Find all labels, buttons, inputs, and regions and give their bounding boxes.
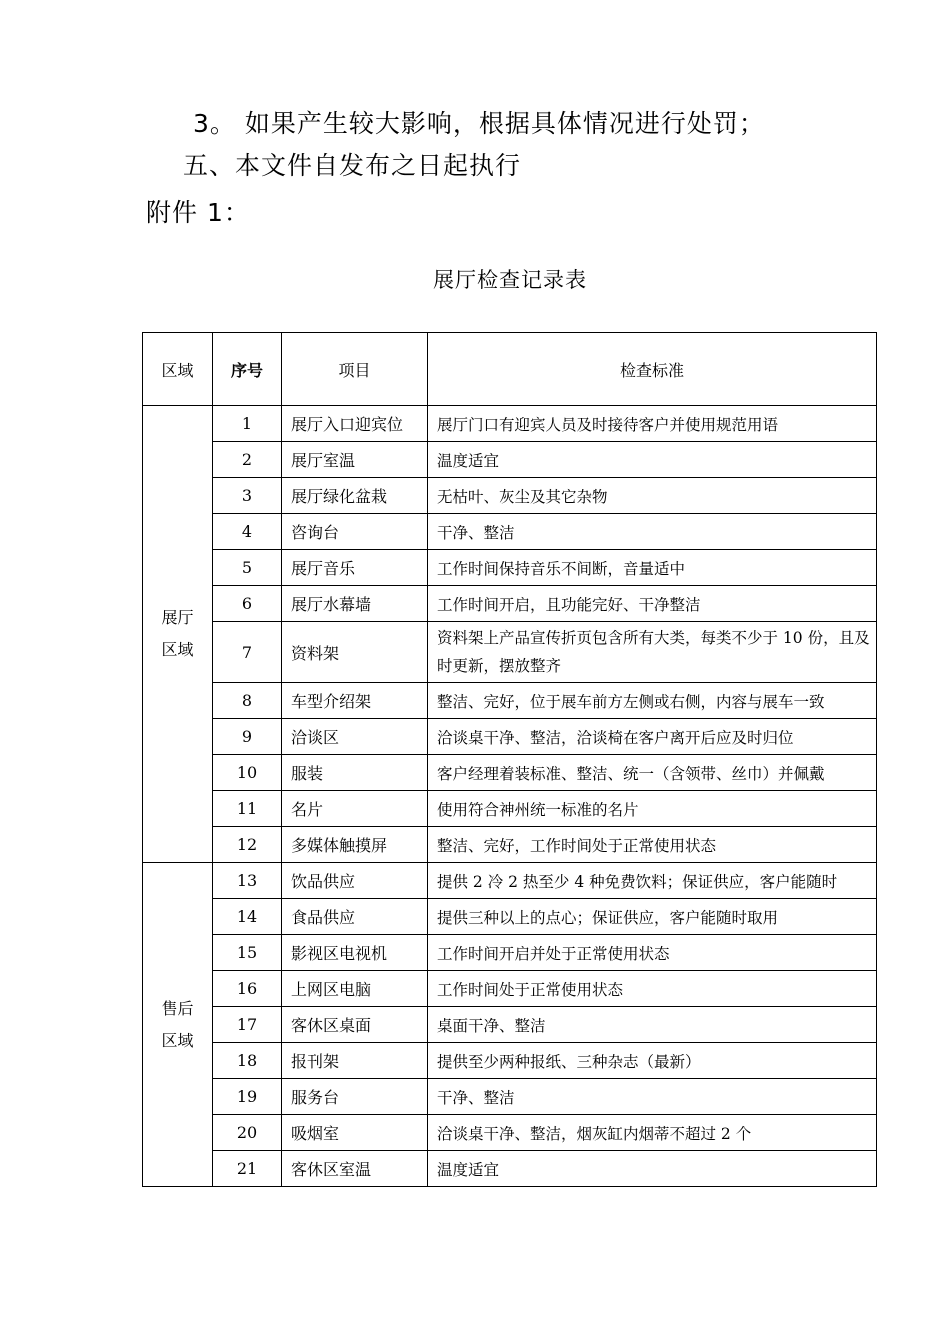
item-cell: 名片 <box>282 791 428 827</box>
table-row <box>143 1043 877 1079</box>
table-row <box>143 971 877 1007</box>
item-cell: 吸烟室 <box>282 1115 428 1151</box>
item-cell: 客休区桌面 <box>282 1007 428 1043</box>
standard-cell: 洽谈桌干净、整洁，洽谈椅在客户离开后应及时归位 <box>428 719 877 755</box>
seq-cell: 2 <box>213 442 282 478</box>
table-row <box>143 514 877 550</box>
item-cell: 展厅水幕墙 <box>282 586 428 622</box>
header-seq: 序号 <box>213 333 282 406</box>
seq-cell: 19 <box>213 1079 282 1115</box>
table-row <box>143 550 877 586</box>
table-row <box>143 586 877 622</box>
standard-cell: 洽谈桌干净、整洁，烟灰缸内烟蒂不超过 2 个 <box>428 1115 877 1151</box>
inspection-table <box>142 332 877 1187</box>
header-standard: 检查标准 <box>428 333 877 406</box>
standard-cell: 提供至少两种报纸、三种杂志（最新） <box>428 1043 877 1079</box>
seq-cell: 13 <box>213 863 282 899</box>
standard-cell: 桌面干净、整洁 <box>428 1007 877 1043</box>
header-item: 项目 <box>282 333 428 406</box>
standard-cell: 工作时间保持音乐不间断，音量适中 <box>428 550 877 586</box>
standard-cell: 工作时间开启，且功能完好、干净整洁 <box>428 586 877 622</box>
area-showroom <box>143 406 213 863</box>
standard-cell: 提供 2 冷 2 热至少 4 种免费饮料；保证供应，客户能随时 <box>428 863 877 899</box>
item-cell: 食品供应 <box>282 899 428 935</box>
item-cell: 展厅入口迎宾位 <box>282 406 428 442</box>
item-cell: 咨询台 <box>282 514 428 550</box>
item-cell: 展厅绿化盆栽 <box>282 478 428 514</box>
seq-cell: 3 <box>213 478 282 514</box>
table-row <box>143 1151 877 1187</box>
standard-cell: 工作时间处于正常使用状态 <box>428 971 877 1007</box>
seq-cell: 6 <box>213 586 282 622</box>
seq-cell: 12 <box>213 827 282 863</box>
standard-cell: 客户经理着装标准、整洁、统一（含领带、丝巾）并佩戴 <box>428 755 877 791</box>
seq-cell: 9 <box>213 719 282 755</box>
table-row <box>143 791 877 827</box>
seq-cell: 11 <box>213 791 282 827</box>
item-cell: 洽谈区 <box>282 719 428 755</box>
standard-cell: 资料架上产品宣传折页包含所有大类，每类不少于 10 份，且及时更新，摆放整齐 <box>428 622 877 683</box>
item-cell: 报刊架 <box>282 1043 428 1079</box>
standard-cell: 干净、整洁 <box>428 1079 877 1115</box>
seq-cell: 7 <box>213 622 282 683</box>
table-row <box>143 827 877 863</box>
seq-cell: 8 <box>213 683 282 719</box>
seq-cell: 4 <box>213 514 282 550</box>
standard-cell: 使用符合神州统一标准的名片 <box>428 791 877 827</box>
item-cell: 展厅音乐 <box>282 550 428 586</box>
seq-cell: 18 <box>213 1043 282 1079</box>
table-row <box>143 1007 877 1043</box>
standard-cell: 整洁、完好，位于展车前方左侧或右侧，内容与展车一致 <box>428 683 877 719</box>
attachment-label: 附件 1： <box>146 198 250 227</box>
table-row <box>143 899 877 935</box>
item-cell: 展厅室温 <box>282 442 428 478</box>
header-area: 区域 <box>143 333 213 406</box>
standard-cell: 温度适宜 <box>428 1151 877 1187</box>
seq-cell: 14 <box>213 899 282 935</box>
item-cell: 车型介绍架 <box>282 683 428 719</box>
table-row <box>143 1079 877 1115</box>
seq-cell: 10 <box>213 755 282 791</box>
standard-cell: 温度适宜 <box>428 442 877 478</box>
item-cell: 客休区室温 <box>282 1151 428 1187</box>
seq-cell: 21 <box>213 1151 282 1187</box>
table-row <box>143 683 877 719</box>
standard-cell: 整洁、完好，工作时间处于正常使用状态 <box>428 827 877 863</box>
seq-cell: 5 <box>213 550 282 586</box>
standard-cell: 提供三种以上的点心；保证供应，客户能随时取用 <box>428 899 877 935</box>
seq-cell: 20 <box>213 1115 282 1151</box>
punishment-clause: 3。 如果产生较大影响，根据具体情况进行处罚； <box>193 109 765 138</box>
table-row <box>143 406 877 442</box>
table-row <box>143 622 877 683</box>
standard-cell: 工作时间开启并处于正常使用状态 <box>428 935 877 971</box>
table-row <box>143 442 877 478</box>
item-cell: 影视区电视机 <box>282 935 428 971</box>
area-aftersales <box>143 863 213 1187</box>
table-row <box>143 863 877 899</box>
seq-cell: 16 <box>213 971 282 1007</box>
area-label: 售后 <box>161 998 194 1018</box>
area-label: 区域 <box>161 640 194 659</box>
item-cell: 服装 <box>282 755 428 791</box>
table-row <box>143 755 877 791</box>
table-title: 展厅检查记录表 <box>433 268 587 292</box>
standard-cell: 无枯叶、灰尘及其它杂物 <box>428 478 877 514</box>
area-label: 展厅 <box>161 608 194 627</box>
item-cell: 上网区电脑 <box>282 971 428 1007</box>
item-cell: 多媒体触摸屏 <box>282 827 428 863</box>
table-header-row <box>143 333 877 406</box>
item-cell: 服务台 <box>282 1079 428 1115</box>
item-cell: 饮品供应 <box>282 863 428 899</box>
table-row <box>143 478 877 514</box>
table-row <box>143 1115 877 1151</box>
table-row <box>143 935 877 971</box>
standard-cell: 展厅门口有迎宾人员及时接待客户并使用规范用语 <box>428 406 877 442</box>
standard-cell: 干净、整洁 <box>428 514 877 550</box>
seq-cell: 1 <box>213 406 282 442</box>
area-label: 区域 <box>161 1030 194 1050</box>
seq-cell: 17 <box>213 1007 282 1043</box>
item-cell: 资料架 <box>282 622 428 683</box>
table-row <box>143 719 877 755</box>
effective-clause: 五、本文件自发布之日起执行 <box>183 151 522 180</box>
seq-cell: 15 <box>213 935 282 971</box>
